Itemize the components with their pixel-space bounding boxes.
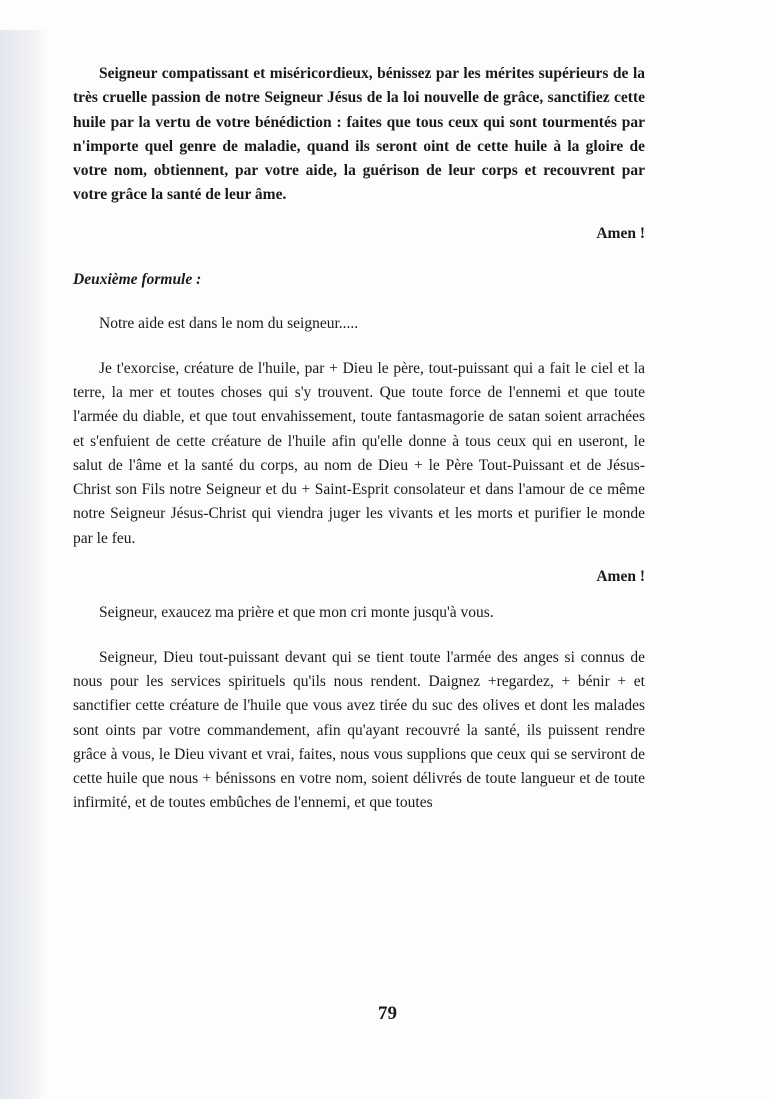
section-heading: Deuxième formule :	[73, 271, 202, 289]
page-edge-shadow	[0, 30, 48, 1099]
opening-prayer-paragraph: Seigneur compatissant et miséricordieux, bénissez par les mérites supérieurs de la très cruelle passion de notre Seigneur Jésus de la loi nouvelle de grâce, sanctifiez cette huile par la vertu de votre bénédiction : faites que tous ceux qui sont tourmentés par n'importe quel genre de maladie, quand ils seront oint de cette huile à la gloire de votre nom, obtiennent, par votre aide, la guérison de leur corps et recouvrent par votre grâce la santé de leur âme.	[73, 65, 645, 204]
supplication-line: Seigneur, exaucez ma prière et que mon cri monte jusqu'à vous.	[99, 604, 494, 622]
page-body	[73, 62, 645, 816]
exorcism-paragraph: Je t'exorcise, créature de l'huile, par + Dieu le père, tout-puissant qui a fait le ciel et la terre, la mer et toutes choses qui s'y trouvent. Que toute force de l'ennemi et que toute l'armée du diable, et que tout envahissement, toute fantasmagorie de satan soient arrachées et s'enfuient de cette créature de l'huile afin qu'elle donne à tous ceux qui en useront, le salut de l'âme et la santé du corps, au nom de Dieu + le Père Tout-Puissant et de Jésus-Christ son Fils notre Seigneur et du + Saint-Esprit consolateur et dans l'amour de ce même notre Seigneur Jésus-Christ qui viendra juger les vivants et les morts et purifier le monde par le feu.	[73, 359, 645, 547]
blessing-paragraph: Seigneur, Dieu tout-puissant devant qui se tient toute l'armée des anges si connus de nous pour les services spirituels qu'ils nous rendent. Daignez +regardez, + bénir + et sanctifier cette créature de l'huile que vous avez tirée du suc des olives et dont les malades sont oints par votre commandement, afin qu'ayant recouvré la santé, ils puissent rendre grâce à vous, le Dieu vivant et vrai, faites, nous vous supplions que ceux qui se serviront de cette huile que nous + bénissons en votre nom, soient délivrés de toute langueur et de toute infirmité, et de toutes embûches de l'ennemi, et que toutes	[73, 648, 645, 812]
page-number: 79	[378, 1003, 397, 1024]
amen-second: Amen !	[596, 568, 645, 586]
invocation-line: Notre aide est dans le nom du seigneur.....	[99, 315, 359, 333]
amen-first: Amen !	[596, 224, 645, 242]
